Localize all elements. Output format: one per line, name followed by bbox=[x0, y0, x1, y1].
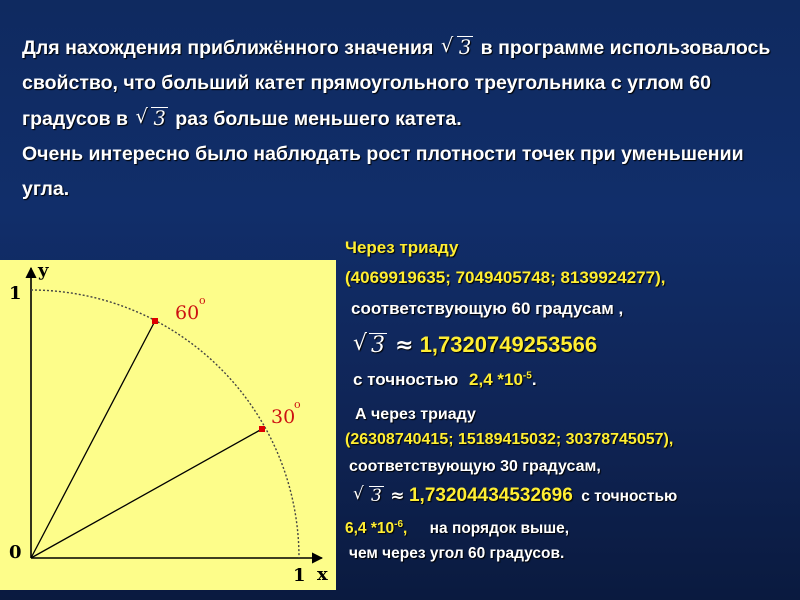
accuracy-mantissa: 2,4 *10 bbox=[469, 370, 523, 389]
triad2-values: (26308740415; 15189415032; 30378745057), bbox=[345, 431, 674, 448]
approx-sign: ≈ bbox=[390, 486, 405, 506]
x-axis-label: x bbox=[317, 564, 328, 585]
radius-60 bbox=[31, 321, 155, 558]
angle-60-label: 60 bbox=[175, 302, 200, 324]
intro-text bbox=[22, 30, 782, 207]
triad1-corresponds: соответствующую 60 градусам , bbox=[351, 299, 624, 318]
intro-part2: в программе использовалось свойство, что больший катет прямоугольного треугольника с углом 60 градусов в bbox=[22, 37, 771, 130]
x-one-label: 1 bbox=[293, 565, 306, 586]
sqrt3-symbol: √ 3 bbox=[135, 101, 167, 136]
point-60 bbox=[152, 318, 158, 324]
accuracy-exponent: -6 bbox=[394, 519, 404, 530]
origin-label: 0 bbox=[9, 542, 22, 563]
approx-sign: ≈ bbox=[395, 333, 414, 358]
unit-arc bbox=[31, 290, 299, 558]
intro-paragraph-2: Очень интересно было наблюдать рост плотности точек при уменьшении угла. bbox=[22, 143, 744, 200]
intro-paragraph-1 bbox=[22, 30, 782, 137]
triad2-sqrt-value: 1,73204434532696 bbox=[408, 485, 573, 506]
triad1-values: (4069919635; 7049405748; 8139924277), bbox=[345, 268, 666, 287]
triad2-accuracy bbox=[345, 519, 569, 538]
quarter-circle-plot bbox=[0, 260, 336, 590]
point-30 bbox=[259, 426, 265, 432]
accuracy-label: с точностью bbox=[353, 370, 459, 389]
triad2-result bbox=[351, 485, 677, 507]
accuracy-punct: , bbox=[403, 520, 408, 538]
intro-part3: раз больше меньшего катета. bbox=[175, 108, 462, 130]
y-one-label: 1 bbox=[9, 283, 22, 304]
sqrt3-symbol: √ 3 bbox=[353, 486, 384, 506]
triad1-accuracy bbox=[353, 370, 537, 390]
plot-svg bbox=[0, 260, 336, 590]
angle-60-degree: o bbox=[199, 294, 206, 307]
triad2-header: А через триаду bbox=[355, 406, 476, 423]
radius-30 bbox=[31, 429, 262, 558]
sqrt3-symbol: √ 3 bbox=[441, 30, 473, 65]
accuracy-mantissa: 6,4 *10 bbox=[345, 520, 395, 538]
accuracy-label: с точностью bbox=[581, 488, 678, 505]
accuracy-punct: . bbox=[531, 370, 537, 389]
intro-part1: Для нахождения приближённого значения bbox=[22, 37, 434, 59]
triad2-corresponds: соответствующую 30 градусам, bbox=[349, 458, 601, 475]
triad1-header: Через триаду bbox=[345, 238, 459, 257]
accuracy-exponent: -5 bbox=[522, 370, 532, 382]
y-axis-label: y bbox=[38, 260, 49, 281]
triad1-result bbox=[351, 332, 597, 358]
comparison-text: чем через угол 60 градусов. bbox=[349, 545, 565, 562]
sqrt3-symbol: √ 3 bbox=[353, 333, 387, 358]
angle-30-degree: o bbox=[294, 398, 301, 411]
angle-30-label: 30 bbox=[271, 406, 296, 428]
triad1-sqrt-value: 1,7320749253566 bbox=[419, 332, 598, 357]
order-higher-text: на порядок выше, bbox=[429, 520, 570, 538]
